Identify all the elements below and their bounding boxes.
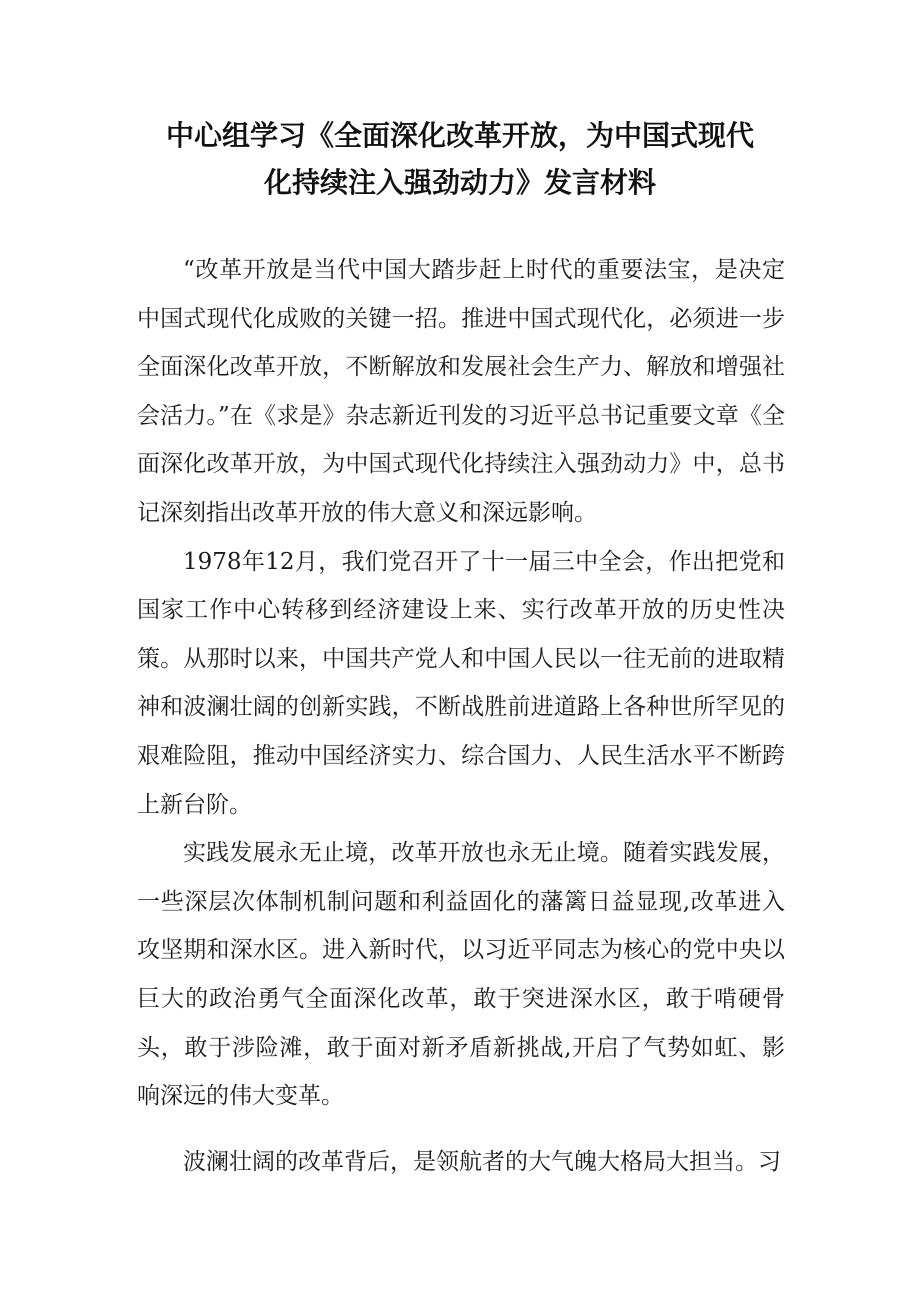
paragraph-3: 实践发展永无止境，改革开放也永无止境。随着实践发展，一些深层次体制机制问题和利益固化的藩篱日益显现,改革进入攻坚期和深水区。进入新时代，以习近平同志为核心的党中央以巨大的政治勇气全面深化改革，敢于突进深水区，敢于啃硬骨头，敢于涉险滩，敢于面对新矛盾新挑战,开启了气势如虹、影响深远的伟大变革。 bbox=[137, 840, 785, 1110]
paragraph-1: “改革开放是当代中国大踏步赶上时代的重要法宝，是决定中国式现代化成败的关键一招。推进中国式现代化，必须进一步全面深化改革开放，不断解放和发展社会生产力、解放和增强社会活力。”在《求是》杂志新近刊发的习近平总书记重要文章《全面深化改革开放，为中国式现代化持续注入强劲动力》中，总书记深刻指出改革开放的伟大意义和深远影响。 bbox=[137, 257, 785, 526]
title-line-1: 中心组学习《全面深化改革开放，为中国式现代 bbox=[165, 119, 754, 152]
title-line-2: 化持续注入强劲动力》发言材料 bbox=[263, 166, 656, 199]
document-body bbox=[137, 246, 785, 1186]
paragraph-4: 波澜壮阔的改革背后，是领航者的大气魄大格局大担当。习 bbox=[183, 1148, 781, 1175]
paragraph-2: 1978年12月，我们党召开了十一届三中全会，作出把党和国家工作中心转移到经济建设上来、实行改革开放的历史性决策。从那时以来，中国共产党人和中国人民以一往无前的进取精神和波澜壮阔的创新实践，不断战胜前进道路上各种世所罕见的艰难险阻，推动中国经济实力、综合国力、人民生活水平不断跨上新台阶。 bbox=[137, 548, 785, 818]
document-title bbox=[120, 112, 800, 206]
